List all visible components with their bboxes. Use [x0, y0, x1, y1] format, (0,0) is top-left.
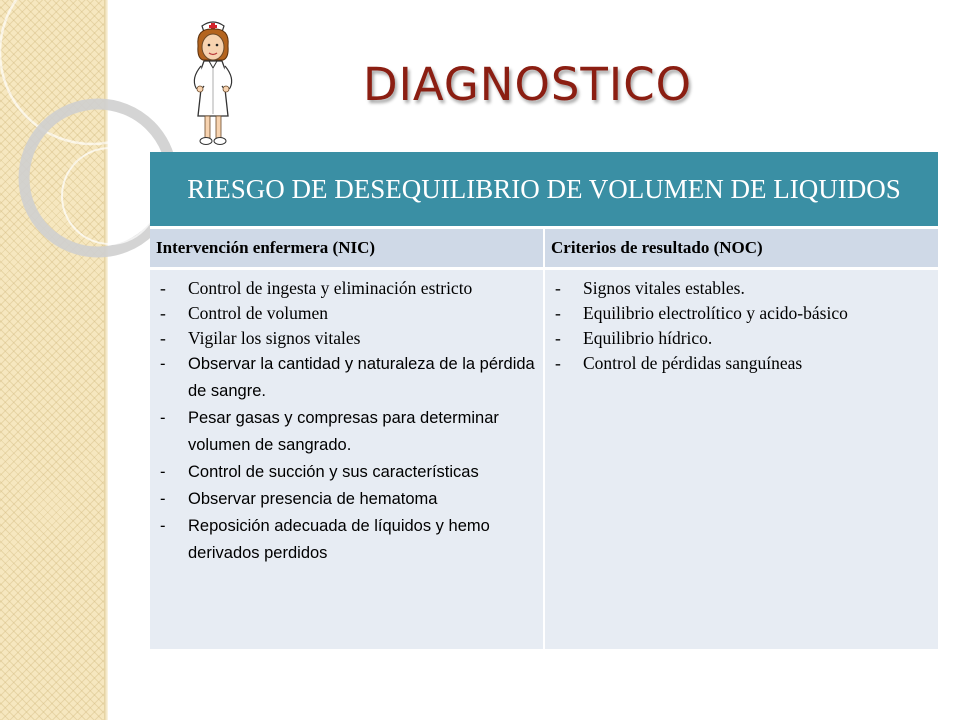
list-item: - Observar presencia de hematoma: [160, 490, 438, 508]
list-item: - Observar la cantidad y naturaleza de la pérdida de sangre.: [160, 355, 535, 400]
list-item: - Control de volumen: [160, 303, 328, 323]
list-item: - Control de pérdidas sanguíneas: [555, 353, 803, 373]
list-item: - Vigilar los signos vitales: [160, 328, 361, 348]
list-item: - Control de ingesta y eliminación estricto: [160, 278, 473, 298]
nic-list-serif: [156, 276, 537, 351]
noc-cell: [544, 269, 938, 650]
diagnosis-heading: RIESGO DE DESEQUILIBRIO DE VOLUMEN DE LIQUIDOS: [150, 152, 938, 228]
list-item: - Equilibrio hídrico.: [555, 328, 713, 348]
list-item: - Signos vitales estables.: [555, 278, 745, 298]
table-body-row: [150, 269, 938, 650]
list-item: - Control de succión y sus características: [160, 463, 479, 481]
nic-cell: [150, 269, 544, 650]
list-item: - Equilibrio electrolítico y acido-básico: [555, 303, 848, 323]
column-header-nic: Intervención enfermera (NIC): [150, 228, 544, 269]
page-title: DIAGNOSTICO: [363, 58, 693, 111]
list-item: - Pesar gasas y compresas para determinar volumen de sangrado.: [160, 409, 499, 454]
nic-list-sans: [156, 351, 537, 567]
noc-list: [551, 276, 932, 376]
diagnosis-table: [150, 152, 938, 649]
table-subheader-row: [150, 228, 938, 269]
list-item: - Reposición adecuada de líquidos y hemo derivados perdidos: [160, 517, 490, 562]
nurse-illustration: [182, 16, 244, 148]
column-header-noc: Criterios de resultado (NOC): [544, 228, 938, 269]
table-header-row: [150, 152, 938, 228]
